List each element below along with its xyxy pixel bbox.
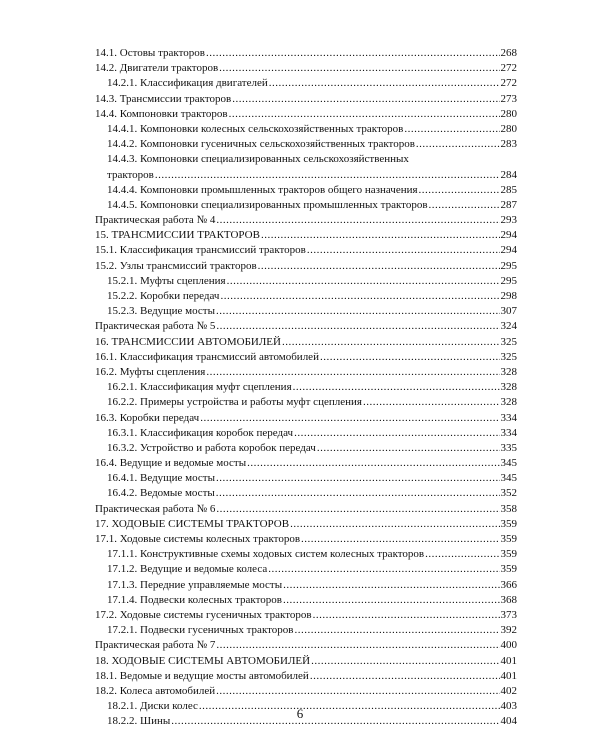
- dot-leader: [261, 228, 500, 243]
- toc-entry: [95, 638, 517, 653]
- toc-entry-page: 373: [500, 608, 517, 621]
- dot-leader: [155, 168, 500, 183]
- toc-entry: [95, 411, 517, 426]
- toc-entry-page: 401: [500, 654, 517, 667]
- dot-leader: [363, 395, 500, 410]
- dot-leader: [307, 243, 500, 258]
- dot-leader: [206, 365, 499, 380]
- dot-leader: [216, 213, 499, 228]
- toc-entry-page: 284: [500, 168, 517, 181]
- dot-leader: [229, 107, 500, 122]
- toc-entry-page: 352: [500, 487, 517, 500]
- dot-leader: [419, 183, 500, 198]
- toc-entry: [95, 623, 517, 638]
- toc-entry-page: 345: [500, 457, 517, 470]
- dot-leader: [283, 593, 500, 608]
- toc-entry: [95, 61, 517, 76]
- toc-entry-page: 359: [500, 548, 517, 561]
- toc-entry-title: 16.1. Классификация трансмиссий автомобилей: [95, 350, 319, 363]
- toc-entry: [95, 654, 517, 669]
- toc-entry-page: 328: [500, 396, 517, 409]
- toc-entry-title: 14.3. Трансмиссии тракторов: [95, 92, 232, 105]
- toc-entry-page: 368: [500, 593, 517, 606]
- toc-entry: [95, 228, 517, 243]
- dot-leader: [429, 198, 500, 213]
- toc-entry-page: 280: [500, 122, 517, 135]
- toc-entry-page: 307: [500, 305, 517, 318]
- toc-entry-page: 272: [500, 62, 517, 75]
- toc-entry-title: 18.2.1. Диски колес: [107, 700, 198, 713]
- dot-leader: [313, 608, 500, 623]
- dot-leader: [295, 623, 500, 638]
- toc-entry-title: 16.3. Коробки передач: [95, 411, 200, 424]
- toc-entry: [95, 46, 517, 61]
- toc-entry: [95, 486, 517, 501]
- toc-entry-title: 17.1.4. Подвески колесных тракторов: [107, 593, 282, 606]
- toc-entry: [95, 92, 517, 107]
- toc-entry-page: 285: [500, 183, 517, 196]
- dot-leader: [232, 92, 499, 107]
- toc-entry-title: Практическая работа № 5: [95, 320, 216, 333]
- dot-leader: [216, 471, 500, 486]
- toc-entry-title: 16.4. Ведущие и ведомые мосты: [95, 457, 247, 470]
- toc-entry-page: 295: [500, 259, 517, 272]
- dot-leader: [290, 517, 499, 532]
- toc-entry-title: 17. ХОДОВЫЕ СИСТЕМЫ ТРАКТОРОВ: [95, 517, 290, 530]
- toc-entry-title: 15.2.2. Коробки передач: [107, 290, 220, 303]
- toc-entry-title: 14.4.5. Компоновки специализированных промышленных тракторов: [107, 198, 428, 211]
- toc-entry-page: 345: [500, 472, 517, 485]
- dot-leader: [216, 684, 499, 699]
- toc-entry-title: Практическая работа № 4: [95, 214, 216, 227]
- dot-leader: [269, 76, 500, 91]
- toc-entry-title: 14.1. Остовы тракторов: [95, 46, 205, 59]
- toc-entry: [95, 365, 517, 380]
- dot-leader: [404, 122, 499, 137]
- toc-entry: [95, 107, 517, 122]
- toc-entry-page: 294: [500, 229, 517, 242]
- toc-entry: [95, 319, 517, 334]
- toc-entry-page: 325: [500, 350, 517, 363]
- dot-leader: [310, 669, 500, 684]
- toc-entry: [95, 502, 517, 517]
- toc-entry: [95, 304, 517, 319]
- toc-entry: [95, 395, 517, 410]
- toc-entry-title: Практическая работа № 7: [95, 639, 216, 652]
- toc-entry-title: 18. ХОДОВЫЕ СИСТЕМЫ АВТОМОБИЛЕЙ: [95, 654, 311, 667]
- toc-entry: [95, 259, 517, 274]
- toc-entry-page: 404: [500, 715, 517, 728]
- toc-entry-title: 16.3.1. Классификация коробок передач: [107, 426, 294, 439]
- toc-entry: [95, 137, 517, 152]
- dot-leader: [320, 350, 500, 365]
- dot-leader: [258, 259, 500, 274]
- toc-entry-page: 334: [500, 426, 517, 439]
- toc-entry-title: 15.2.1. Муфты сцепления: [107, 274, 226, 287]
- toc-entry-title: 18.2. Колеса автомобилей: [95, 684, 216, 697]
- toc-entry-title: 17.1.2. Ведущие и ведомые колеса: [107, 563, 268, 576]
- toc-entry-page: 403: [500, 700, 517, 713]
- toc-entry-page: 294: [500, 244, 517, 257]
- toc-entry-title: 14.4.1. Компоновки колесных сельскохозяйственных тракторов: [107, 122, 404, 135]
- toc-entry: [95, 669, 517, 684]
- dot-leader: [216, 319, 499, 334]
- toc-entry-title: 15. ТРАНСМИССИИ ТРАКТОРОВ: [95, 229, 260, 242]
- toc-entry: [95, 547, 517, 562]
- toc-entry: [95, 456, 517, 471]
- toc-entry-title: 14.4.3. Компоновки специализированных сельскохозяйственных: [107, 153, 409, 166]
- toc-entry-page: 334: [500, 411, 517, 424]
- dot-leader: [416, 137, 500, 152]
- toc-entry-page: 402: [500, 684, 517, 697]
- dot-leader: [216, 486, 500, 501]
- toc-entry-title: 16. ТРАНСМИССИИ АВТОМОБИЛЕЙ: [95, 335, 281, 348]
- toc-entry: [95, 441, 517, 456]
- dot-leader: [219, 61, 499, 76]
- toc-entry-title: 15.1. Классификация трансмиссий тракторов: [95, 244, 306, 257]
- dot-leader: [216, 638, 499, 653]
- toc-entry-title: 16.2.1. Классификация муфт сцепления: [107, 381, 292, 394]
- dot-leader: [268, 562, 499, 577]
- toc-entry-page: 293: [500, 214, 517, 227]
- toc-entry-title: 17.2.1. Подвески гусеничных тракторов: [107, 624, 294, 637]
- toc-entry-title: 17.1.3. Передние управляемые мосты: [107, 578, 283, 591]
- toc-entry-page: 283: [500, 138, 517, 151]
- toc-entry-page: 359: [500, 563, 517, 576]
- toc-entry-page: 280: [500, 107, 517, 120]
- dot-leader: [206, 46, 500, 61]
- dot-leader: [425, 547, 499, 562]
- toc-entry: [95, 122, 517, 137]
- toc-entry: [95, 213, 517, 228]
- toc-entry-page: 268: [500, 46, 517, 59]
- toc-entry-page: 273: [500, 92, 517, 105]
- toc-entry-title-continued: тракторов: [107, 168, 154, 181]
- toc-entry-page: 298: [500, 290, 517, 303]
- toc-entry: [95, 608, 517, 623]
- toc-entry-title: 16.3.2. Устройство и работа коробок передач: [107, 441, 316, 454]
- toc-entry-title: 14.4. Компоновки тракторов: [95, 107, 228, 120]
- toc-entry: [95, 198, 517, 213]
- toc-entry-page: 335: [500, 441, 517, 454]
- toc-entry: [95, 183, 517, 198]
- dot-leader: [216, 304, 500, 319]
- toc-entry-title: 16.4.2. Ведомые мосты: [107, 487, 215, 500]
- toc-entry-page: 272: [500, 77, 517, 90]
- toc-entry: [95, 684, 517, 699]
- toc-entry-page: 401: [500, 669, 517, 682]
- dot-leader: [282, 335, 500, 350]
- toc-entry-title: 14.4.4. Компоновки промышленных тракторов общего назначения: [107, 183, 418, 196]
- toc-entry-title: 17.1. Ходовые системы колесных тракторов: [95, 533, 301, 546]
- page-number: 6: [296, 706, 304, 721]
- dot-leader: [220, 289, 499, 304]
- dot-leader: [200, 411, 499, 426]
- toc-entry-title: 17.2. Ходовые системы гусеничных тракторов: [95, 608, 312, 621]
- toc-entry-title: 17.1.1. Конструктивные схемы ходовых систем колесных тракторов: [107, 548, 425, 561]
- dot-leader: [247, 456, 499, 471]
- dot-leader: [311, 654, 499, 669]
- toc-entry-page: 366: [500, 578, 517, 591]
- toc-entry-page: 359: [500, 533, 517, 546]
- toc-entry: [95, 243, 517, 258]
- dot-leader: [317, 441, 500, 456]
- toc-entry-page: 328: [500, 381, 517, 394]
- dot-leader: [216, 502, 499, 517]
- toc-entry-page: 328: [500, 365, 517, 378]
- toc-entry-title: 14.2. Двигатели тракторов: [95, 62, 219, 75]
- toc-entry: [95, 335, 517, 350]
- toc-entry: [95, 517, 517, 532]
- toc-entry-page: 325: [500, 335, 517, 348]
- toc-entry-title: Практическая работа № 6: [95, 502, 216, 515]
- toc-entry-title: 15.2. Узлы трансмиссий тракторов: [95, 259, 257, 272]
- dot-leader: [283, 578, 499, 593]
- toc-entry: [95, 426, 517, 441]
- toc-entry: [95, 578, 517, 593]
- toc-entry-title: 16.4.1. Ведущие мосты: [107, 472, 215, 485]
- toc-entry: [95, 562, 517, 577]
- toc-entry-title: 16.2. Муфты сцепления: [95, 365, 206, 378]
- toc-entry: [95, 152, 517, 182]
- toc-entry-page: 392: [500, 624, 517, 637]
- toc-entry-title: 18.1. Ведомые и ведущие мосты автомобилей: [95, 669, 309, 682]
- toc-entry-page: 359: [500, 517, 517, 530]
- table-of-contents: [95, 46, 517, 729]
- toc-entry: [95, 76, 517, 91]
- toc-entry-page: 358: [500, 502, 517, 515]
- dot-leader: [227, 274, 500, 289]
- toc-entry: [95, 289, 517, 304]
- toc-entry-title: 15.2.3. Ведущие мосты: [107, 305, 215, 318]
- toc-entry: [95, 532, 517, 547]
- toc-entry: [95, 380, 517, 395]
- dot-leader: [293, 380, 500, 395]
- toc-entry-title: 18.2.2. Шины: [107, 715, 171, 728]
- toc-entry: [95, 471, 517, 486]
- toc-entry-title: 16.2.2. Примеры устройства и работы муфт сцепления: [107, 396, 362, 409]
- toc-entry-title: 14.2.1. Классификация двигателей: [107, 77, 268, 90]
- toc-entry-page: 400: [500, 639, 517, 652]
- toc-entry-page: 295: [500, 274, 517, 287]
- toc-entry: [95, 350, 517, 365]
- toc-entry: [95, 593, 517, 608]
- toc-entry-page: 287: [500, 198, 517, 211]
- toc-entry-page: 324: [500, 320, 517, 333]
- toc-entry-title: 14.4.2. Компоновки гусеничных сельскохозяйственных тракторов: [107, 138, 415, 151]
- dot-leader: [301, 532, 499, 547]
- dot-leader: [294, 426, 499, 441]
- toc-entry: [95, 274, 517, 289]
